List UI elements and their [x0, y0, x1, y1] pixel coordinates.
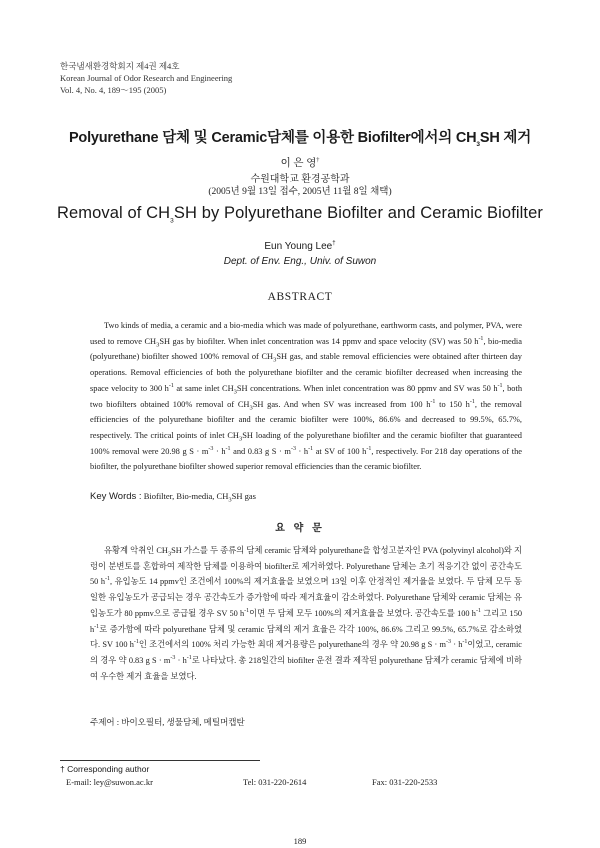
abstract-text: , respectively. For 218 day operations of the biofilter, the polyurethane biofilter showed superior removal efficiencies than the ceramic biofilter. — [90, 446, 522, 472]
korean-abstract-text: 그리고 150 h — [90, 608, 523, 634]
abstract-text: · h — [295, 446, 309, 456]
abstract-text: and 0.83 g S · m — [230, 446, 291, 456]
korean-title-subscript: 3 — [476, 140, 480, 148]
english-title-subscript: 3 — [170, 217, 174, 225]
superscript: -1 — [308, 445, 314, 452]
superscript: -1 — [133, 639, 139, 646]
korean-title — [0, 126, 600, 147]
abstract-text: SH gas. And when SV was increased from 100 h — [252, 399, 431, 409]
korean-abstract-text: 인 조건에서의 100% 처리 가능한 최대 제거용량은 polyurethane의 경우 약 20.98 g S · m — [138, 640, 446, 650]
superscript: -1 — [104, 576, 110, 583]
korean-keywords: 주제어 : 바이오필터, 생물담체, 메틸머캡탄 — [90, 717, 245, 727]
superscript: -1 — [168, 383, 174, 390]
subscript: 3 — [238, 435, 243, 443]
korean-abstract-text: · h — [450, 640, 463, 650]
superscript: -3 — [170, 655, 176, 662]
subscript: 3 — [228, 496, 232, 504]
english-keywords — [90, 491, 256, 502]
abstract-text: SH concentrations. When inlet concentration was 80 ppmv and SV was 50 h — [236, 383, 498, 393]
abstract-body — [90, 318, 522, 475]
superscript: -1 — [430, 398, 436, 405]
superscript: -1 — [462, 639, 468, 646]
abstract-text: , bio-media (polyurethane) biofilter showed 100% removal of CH — [90, 336, 522, 362]
superscript: -1 — [186, 655, 192, 662]
superscript: -3 — [290, 445, 296, 452]
superscript: -1 — [225, 445, 231, 452]
korean-dates: (2005년 9월 13일 접수, 2005년 11월 8일 채택) — [208, 187, 392, 197]
journal-volume-info: Vol. 4, No. 4, 189～195 (2005) — [60, 85, 167, 95]
korean-title-part1: Polyurethane 담체 및 Ceramic담체를 이용한 Biofilter에서의 CH — [68, 130, 477, 146]
korean-abstract-text: 이면 두 담체 모두 100%의 제거효율을 보였다. 공간속도를 100 h — [249, 608, 476, 618]
subscript: 3 — [233, 388, 237, 396]
superscript: -1 — [244, 608, 250, 615]
keywords-text: Biofilter, Bio-media, CH — [143, 491, 229, 501]
korean-abstract-heading: 요 약 문 — [275, 523, 325, 534]
english-author — [0, 241, 600, 252]
abstract-text: at SV of 100 h — [313, 446, 367, 456]
english-author-mark: † — [332, 240, 336, 247]
author-fax: Fax: 031-220-2533 — [372, 777, 438, 787]
journal-english-name: Korean Journal of Odor Research and Engineering — [60, 73, 233, 83]
journal-header — [60, 60, 232, 96]
abstract-text: Two kinds of media, a ceramic and a bio-media which was made of polyurethane, earthworm casts, and polymer, PVA, were used to remove CH — [90, 321, 522, 346]
korean-affiliation: 수원대학교 환경공학과 — [250, 174, 350, 185]
superscript: -1 — [469, 398, 475, 405]
superscript: -1 — [94, 623, 100, 630]
page-number: 189 — [293, 836, 307, 846]
superscript: -1 — [497, 383, 503, 390]
subscript: 3 — [273, 357, 277, 365]
abstract-heading: ABSTRACT — [267, 291, 333, 303]
english-title-part2: SH by Polyurethane Biofilter and Ceramic Biofilter — [173, 204, 543, 222]
korean-author-mark: † — [316, 157, 320, 164]
subscript: 3 — [167, 550, 172, 558]
abstract-text: to 150 h — [435, 399, 470, 409]
author-email: E-mail: ley@suwon.ac.kr — [66, 777, 153, 787]
superscript: -1 — [478, 335, 484, 342]
abstract-text: , the removal efficiencies of the polyurethane biofilter and the ceramic biofilter were 100%, 86.6% and decreased to 99.5%, 65.7%, respectively. The critical points of inlet CH — [90, 399, 523, 440]
korean-author-name: 이 은 영 — [280, 158, 317, 169]
korean-abstract-body — [90, 543, 522, 684]
superscript: -1 — [366, 445, 372, 452]
korean-abstract-text: , 유입농도 14 ppmv인 조건에서 100%의 제거효율을 보였으며 13일 이후 안정적인 제거율을 보였다. 두 담체 모두 동일한 유입농도가 공급되는 경우 공간속도가 증가함에 따라 제거효율이 감소하였다. Polyurethane 담체와 ceramic 담체는 유입농도가 80 ppmv으로 공급될 경우 SV 50 h — [90, 577, 522, 618]
korean-abstract-text: 로 나타났다. 총 218일간의 biofilter 운전 결과 제작된 polyurethane 담체가 ceramic 담체에 비하여 우수한 제거 효율을 보였다. — [90, 655, 522, 681]
korean-abstract-text: 유황계 악취인 CH — [104, 546, 168, 555]
journal-korean-name: 한국냄새환경학회지 제4권 제4호 — [60, 61, 180, 71]
abstract-text: SH gas by biofilter. When inlet concentration was 14 ppmv and space velocity (SV) was 50 h — [159, 336, 479, 346]
keywords-text: SH gas — [231, 491, 256, 501]
english-author-name: Eun Young Lee — [264, 241, 333, 252]
english-title-part1: Removal of CH — [57, 204, 171, 222]
korean-abstract-text: 로 증가함에 따라 polyurethane 담체 및 ceramic 담체의 제거 효율은 각각 100%, 86.6% 그리고 99.5%, 65.7%로 감소하였다. SV 100 h — [90, 624, 522, 650]
korean-abstract-text: · h — [175, 655, 187, 665]
abstract-text: · h — [213, 446, 226, 456]
abstract-text: , both two biofilters obtained 100% removal of CH — [90, 383, 523, 409]
superscript: -3 — [208, 445, 214, 452]
corresponding-author-note: † Corresponding author — [60, 764, 150, 774]
superscript: -3 — [445, 639, 451, 646]
english-affiliation: Dept. of Env. Eng., Univ. of Suwon — [223, 256, 377, 267]
subscript: 3 — [156, 341, 160, 349]
keywords-label: Key Words : — [90, 491, 142, 502]
subscript: 3 — [249, 404, 253, 412]
abstract-text: at same inlet CH — [173, 383, 234, 393]
korean-abstract-text: 이었고, ceramic의 경우 약 0.83 g S · m — [90, 640, 522, 665]
korean-abstract-text: SH 가스를 두 종류의 담체 ceramic 담체와 polyurethane을 합성고분자인 PVA (polyvinyl alcohol)와 지렁이 분변토를 혼합하여 제작한 담체를 이용하여 biofilter로 제거하였다. Polyurethane 담체는 초기 적응기간 없이 공간속도 50 h — [90, 546, 522, 587]
english-title — [0, 204, 600, 223]
abstract-text: SH loading of the polyurethane biofilter and the ceramic biofilter that guaranteed 100% removal were 20.98 g S · m — [90, 430, 522, 456]
abstract-text: SH gas, and stable removal efficiencies were obtained after thirteen day operations. Removal efficiencies of both the polyurethane biofilter and the ceramic biofilter decreased when increasing the space velocity to 300 h — [90, 352, 522, 393]
korean-title-part2: SH 제거 — [479, 130, 532, 146]
korean-author — [0, 155, 600, 170]
author-tel: Tel: 031-220-2614 — [243, 777, 307, 787]
footnote-divider — [60, 760, 260, 761]
superscript: -1 — [475, 608, 481, 615]
